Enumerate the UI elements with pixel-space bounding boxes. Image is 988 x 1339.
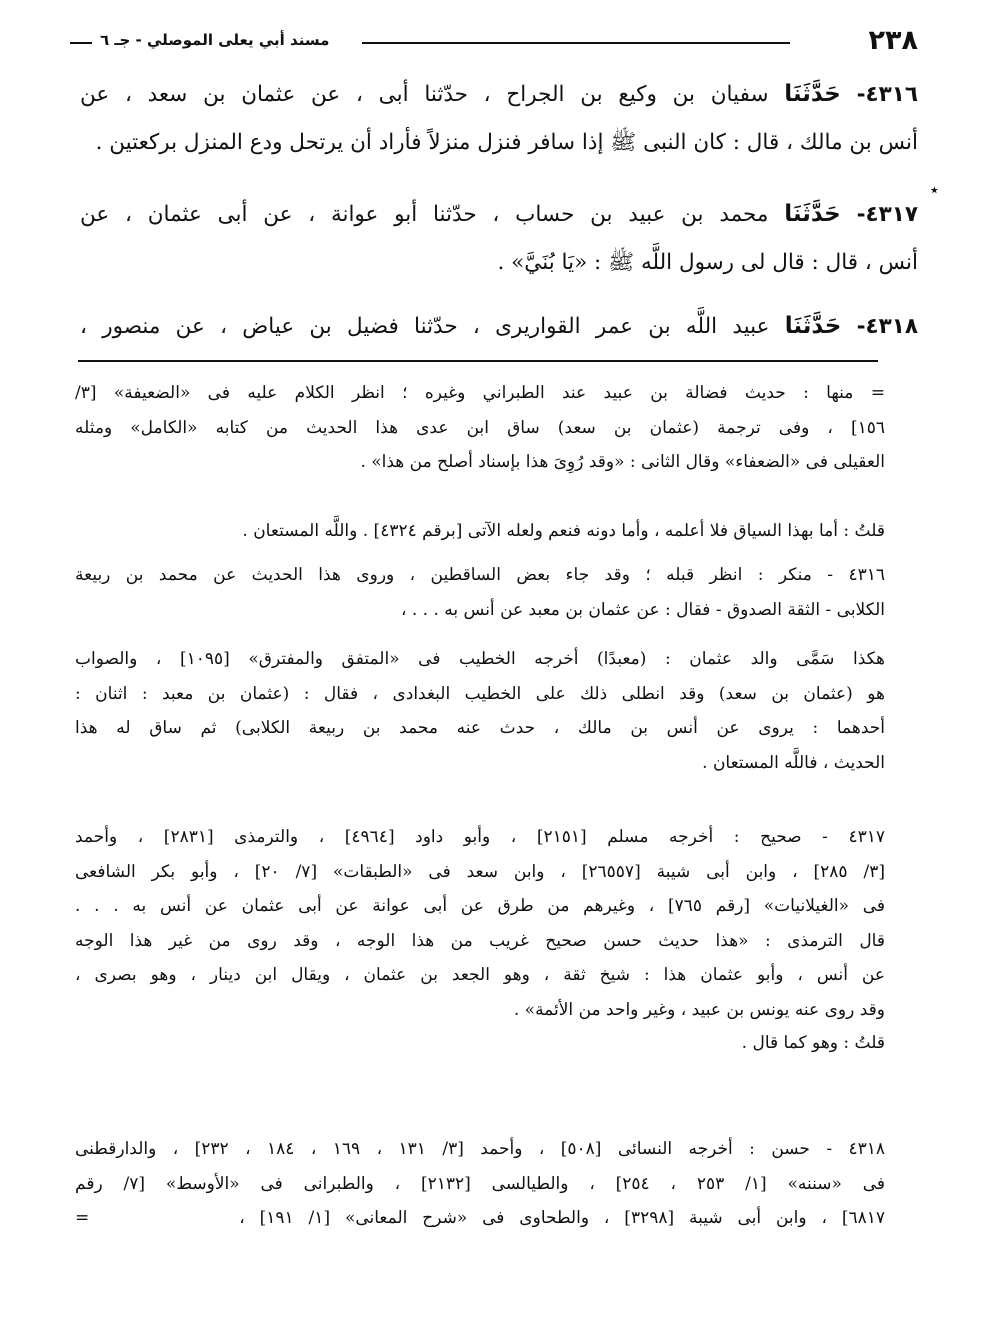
- footnote-line: أحدهما : يروى عن أنس بن مالك ، حدث عنه محمد بن ربيعة الكلابى) ثم ساق له هذا: [75, 718, 885, 738]
- header-rule: [362, 42, 790, 44]
- footnote-line: = منها : حديث فضالة بن عبيد عند الطبراني وغيره ؛ انظر الكلام عليه فى «الضعيفة» [٣/: [75, 383, 885, 403]
- footnote-continuation: [75, 376, 885, 480]
- header-dash: [70, 42, 92, 44]
- footnote-line: ١٥٦] ، وفى ترجمة (عثمان بن سعد) ساق ابن عدى هذا الحديث من كتابه «الكامل» ومثله: [75, 417, 885, 438]
- footnote-line: عن أنس ، وأبو عثمان هذا : شيخ ثقة ، وهو الجعد بن عثمان ، ويقال ابن دينار ، وهو بصرى ،: [75, 965, 885, 985]
- footnote-line: قلتُ : وهو كما قال .: [741, 1033, 885, 1053]
- footnote-line: قال الترمذى : «هذا حديث حسن صحيح غريب من هذا الوجه ، وقد روى من غير هذا الوجه: [75, 930, 885, 951]
- footnote-line: ٤٣١٧ - صحيح : أخرجه مسلم [٢١٥١] ، وأبو داود [٤٩٦٤] ، والترمذى [٢٨٣١] ، وأحمد: [75, 827, 886, 847]
- continuation-mark: =: [75, 1208, 90, 1228]
- hadith-number: ٤٣١٨: [865, 314, 918, 339]
- hadith-line: أنس ، قال : قال لى رسول اللَّه ﷺ : «يَا بُنَيَّ» .: [497, 250, 918, 275]
- footnote-line: وقد روى عنه يونس بن عبيد ، وغير واحد من الأئمة» .: [513, 999, 885, 1020]
- footnote-line: هكذا سَمَّى والد عثمان : (معبدًا) أخرجه الخطيب فى «المتفق والمفترق» [١٠٩٥] ، والصواب: [75, 649, 885, 669]
- hadith-4316: [80, 70, 918, 167]
- footnote-4317: [75, 820, 885, 1027]
- footnote-divider: [78, 360, 878, 362]
- hadith-line: ٤٣١٦- حَدَّثَنَا سفيان بن وكيع بن الجراح ، حدّثنا أبى ، عن عثمان بن سعد ، عن: [80, 81, 918, 107]
- footnote-line: الحديث ، فاللَّه المستعان .: [702, 752, 885, 773]
- hadith-keyword: حَدَّثَنَا: [784, 81, 841, 107]
- footnote-line: هو (عثمان بن سعد) وقد انطلى ذلك على الخطيب البغدادى ، فقال : (عثمان بن معبد : اثنان :: [75, 683, 885, 704]
- hadith-text: محمد بن عبيد بن حساب ، حدّثنا أبو عوانة ، عن أبى عثمان ، عن: [80, 202, 769, 227]
- footnote-line: فى «سننه» [١/ ٢٥٣ ، ٢٥٤] ، والطيالسى [٢١٣٢] ، والطبرانى فى «الأوسط» [٧/ رقم: [75, 1173, 886, 1194]
- hadith-keyword: حَدَّثَنَا: [784, 201, 841, 227]
- hadith-4317: [80, 190, 918, 287]
- hadith-text: عبيد اللَّه بن عمر القواريرى ، حدّثنا فضيل بن عياض ، عن منصور ،: [80, 314, 770, 339]
- footnote-4316: [75, 558, 885, 627]
- hadith-line: ٤٣١٧- حَدَّثَنَا محمد بن عبيد بن حساب ، حدّثنا أبو عوانة ، عن أبى عثمان ، عن: [80, 201, 918, 227]
- hadith-line: أنس بن مالك ، قال : كان النبى ﷺ إذا سافر فنزل منزلاً فأراد أن يرتحل ودع المنزل بركعتين .: [95, 130, 918, 155]
- margin-mark: ٭: [930, 180, 939, 199]
- footnote-line: ٤٣١٦ - منكر : انظر قبله ؛ وقد جاء بعض الساقطين ، وروى هذا الحديث عن محمد بن ربيعة: [75, 565, 885, 585]
- footnote-line: ٦٨١٧] ، وابن أبى شيبة [٣٢٩٨] ، والطحاوى فى «شرح المعانى» [١/ ١٩١] ،=: [75, 1208, 886, 1228]
- footnote-line: فى «الغيلانيات» [رقم ٧٦٥] ، وغيرهم من طرق عن أبى عوانة عن أبى عثمان عن أنس به . . .: [75, 896, 886, 916]
- hadith-line: ٤٣١٨- حَدَّثَنَا عبيد اللَّه بن عمر القواريرى ، حدّثنا فضيل بن عياض ، عن منصور ،: [80, 313, 918, 339]
- hadith-number: ٤٣١٧: [865, 202, 918, 227]
- footnote-line: العقيلى فى «الضعفاء» وقال الثانى : «وقد رُوِىَ هذا بإسناد أصلح من هذا» .: [360, 452, 885, 472]
- page-number: ٢٣٨: [868, 25, 918, 56]
- page-header: [70, 26, 918, 56]
- footnote-line: [٣/ ٢٨٥] ، وابن أبى شيبة [٢٦٥٥٧] ، وابن سعد فى «الطبقات» [٧/ ٢٠] ، وأبو بكر الشافعى: [75, 861, 885, 882]
- hadith-number: ٤٣١٦: [865, 82, 918, 107]
- hadith-4318: [80, 302, 918, 351]
- footnote-line: ٤٣١٨ - حسن : أخرجه النسائى [٥٠٨] ، وأحمد [٣/ ١٣١ ، ١٦٩ ، ١٨٤ ، ٢٣٢] ، والدارقطنى: [75, 1139, 886, 1159]
- footnote-line: قلتُ : أما بهذا السياق فلا أعلمه ، وأما دونه فنعم ولعله الآتى [برقم ٤٣٢٤] . واللَّه المستعان .: [242, 521, 885, 541]
- footnote-4316-detail: [75, 642, 885, 780]
- book-title: مسند أبي يعلى الموصلي - جـ ٦: [100, 31, 330, 49]
- footnote-line: الكلابى - الثقة الصدوق - فقال : عن عثمان بن معبد عن أنس به . . . ،: [400, 599, 885, 620]
- hadith-text: سفيان بن وكيع بن الجراح ، حدّثنا أبى ، عن عثمان بن سعد ، عن: [80, 82, 769, 107]
- footnote-4317-comment: [75, 1026, 885, 1061]
- footnote-4318: [75, 1132, 885, 1236]
- footnote-comment: [75, 514, 885, 549]
- hadith-keyword: حَدَّثَنَا: [784, 313, 842, 339]
